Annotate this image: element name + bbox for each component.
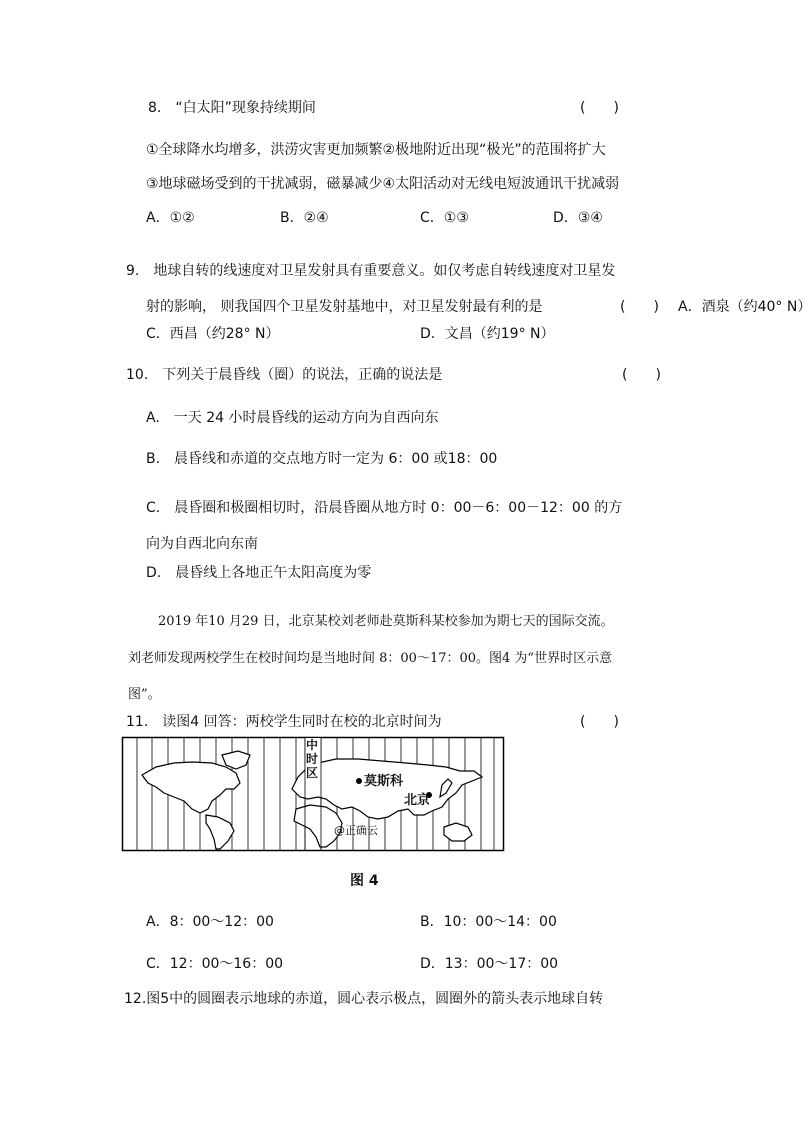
q10-option-d: D. 晨昏线上各地正午太阳高度为零 [146, 565, 372, 581]
q10-stem: 10. 下列关于晨昏线（圈）的说法，正确的说法是 [126, 367, 443, 383]
beijing-label: 北京 [404, 793, 431, 808]
q9-answer-bracket: ( ) [620, 299, 659, 315]
q9-stem-line2: 射的影响， 则我国四个卫星发射基地中，对卫星发射最有利的是 [146, 299, 543, 315]
moscow-label: 莫斯科 [364, 774, 404, 789]
passage-line1: 2019 年10 月29 日，北京某校刘老师赴莫斯科某校参加为期七天的国际交流。 [158, 614, 614, 629]
q11-option-a: A．8：00～12：00 [146, 914, 274, 930]
q11-stem: 11. 读图4 回答：两校学生同时在校的北京时间为 [126, 714, 442, 730]
q11-option-d: D．13：00～17：00 [420, 956, 559, 972]
passage-line2: 刘老师发现两校学生在校时间均是当地时间 8：00～17：00。图4 为“世界时区示意 [128, 651, 613, 666]
map-watermark: @正确云 [334, 824, 378, 837]
q10-option-b: B. 晨昏线和赤道的交点地方时一定为 6：00 或18：00 [146, 451, 498, 467]
q8-stem: 8. “白太阳”现象持续期间 [148, 100, 316, 116]
q9-option-a: A．酒泉（约40° N） [678, 299, 811, 315]
q12-stem: 12.图5中的圆圈表示地球的赤道，圆心表示极点，圆圈外的箭头表示地球自转 [124, 991, 604, 1007]
q11-answer-bracket: ( ) [580, 714, 619, 730]
q11-option-c: C．12：00～16：00 [146, 956, 284, 972]
q8-option-b: B．②④ [280, 210, 329, 226]
q11-option-b: B．10：00～14：00 [420, 914, 557, 930]
passage-line3: 图”。 [128, 687, 161, 702]
q8-answer-bracket: ( ) [580, 100, 619, 116]
q8-option-d: D．③④ [553, 210, 603, 226]
q8-option-c: C．①③ [420, 210, 469, 226]
q10-answer-bracket: ( ) [622, 367, 661, 383]
q9-stem: 9. 地球自转的线速度对卫星发射具有重要意义。如仅考虑自转线速度对卫星发 [126, 263, 616, 279]
moscow-marker [356, 778, 362, 784]
q9-option-c: C．西昌（约28° N） [146, 326, 280, 342]
q10-option-c-line2: 向为自西北向东南 [146, 536, 258, 552]
q10-option-a: A. 一天 24 小时晨昏线的运动方向为自西向东 [146, 410, 439, 426]
q8-statements-line1: ①全球降水均增多，洪涝灾害更加频繁②极地附近出现“极光”的范围将扩大 [146, 142, 606, 158]
center-time-zone-label: 中时区 [306, 738, 319, 780]
q8-statements-line2: ③地球磁场受到的干扰减弱，磁暴减少④太阳活动对无线电短波通讯干扰减弱 [146, 176, 620, 192]
q9-option-d: D．文昌（约19° N） [420, 326, 555, 342]
figure-4-caption: 图 4 [350, 873, 379, 889]
q10-option-c-line1: C. 晨昏圈和极圈相切时，沿晨昏圈从地方时 0：00－6：00－12：00 的方 [146, 500, 623, 516]
q8-option-a: A．①② [146, 210, 195, 226]
